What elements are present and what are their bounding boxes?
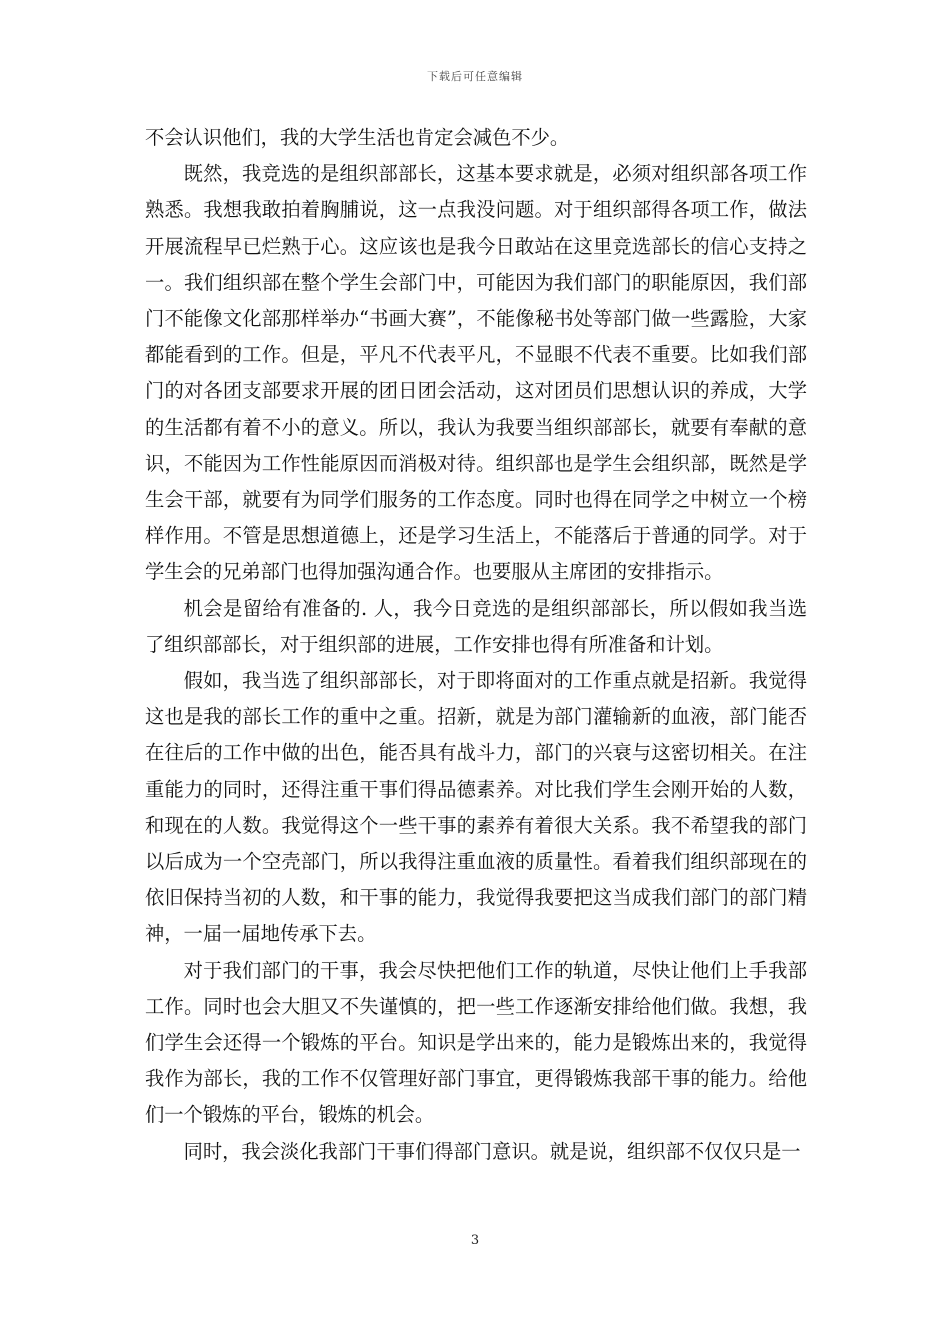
page-number: 3	[470, 1233, 480, 1248]
paragraph-4: 假如，我当选了组织部部长，对于即将面对的工作重点就是招新。我觉得这也是我的部长工作的重中之重。招新，就是为部门灌输新的血液，部门能否在往后的工作中做的出色，能否具有战斗力，部门的兴衰与这密切相关。在注重能力的同时，还得注重干事们得品德素养。对比我们学生会刚开始的人数，和现在的人数。我觉得这个一些干事的素养有着很大关系。我不希望我的部门以后成为一个空壳部门，所以我得注重血液的质量性。看着我们组织部现在的依旧保持当初的人数，和干事的能力，我觉得我要把这当成我们部门的部门精神，一届一届地传承下去。	[145, 669, 807, 946]
paragraph-3: 机会是留给有准备的. 人，我今日竞选的是组织部部长，所以假如我当选了组织部部长，对于组织部的进展，工作安排也得有所准备和计划。	[145, 596, 807, 656]
document-body	[145, 120, 807, 1170]
paragraph-6: 同时，我会淡化我部门干事们得部门意识。就是说，组织部不仅仅只是一	[183, 1139, 801, 1163]
paragraph-5: 对于我们部门的干事，我会尽快把他们工作的轨道，尽快让他们上手我部工作。同时也会大胆又不失谨慎的，把一些工作逐渐安排给他们做。我想，我们学生会还得一个锻炼的平台。知识是学出来的，能力是锻炼出来的，我觉得我作为部长，我的工作不仅管理好部门事宜，更得锻炼我部干事的能力。给他们一个锻炼的平台，锻炼的机会。	[145, 958, 807, 1127]
paragraph-1: 不会认识他们，我的大学生活也肯定会减色不少。	[145, 126, 570, 149]
page-header: 下载后可任意编辑	[427, 70, 523, 83]
paragraph-2: 既然，我竞选的是组织部部长，这基本要求就是，必须对组织部各项工作熟悉。我想我敢拍着胸脯说，这一点我没问题。对于组织部得各项工作，做法开展流程早已烂熟于心。这应该也是我今日敢站在这里竞选部长的信心支持之一。我们组织部在整个学生会部门中，可能因为我们部门的职能原因，我们部门不能像文化部那样举办“书画大赛”，不能像秘书处等部门做一些露脸，大家都能看到的工作。但是，平凡不代表平凡，不显眼不代表不重要。比如我们部门的对各团支部要求开展的团日团会活动，这对团员们思想认识的养成，大学的生活都有着不小的意义。所以，我认为我要当组织部部长，就要有奉献的意识，不能因为工作性能原因而消极对待。组织部也是学生会组织部，既然是学生会干部，就要有为同学们服务的工作态度。同时也得在同学之中树立一个榜样作用。不管是思想道德上，还是学习生活上，不能落后于普通的同学。对于学生会的兄弟部门也得加强沟通合作。也要服从主席团的安排指示。	[145, 162, 807, 584]
